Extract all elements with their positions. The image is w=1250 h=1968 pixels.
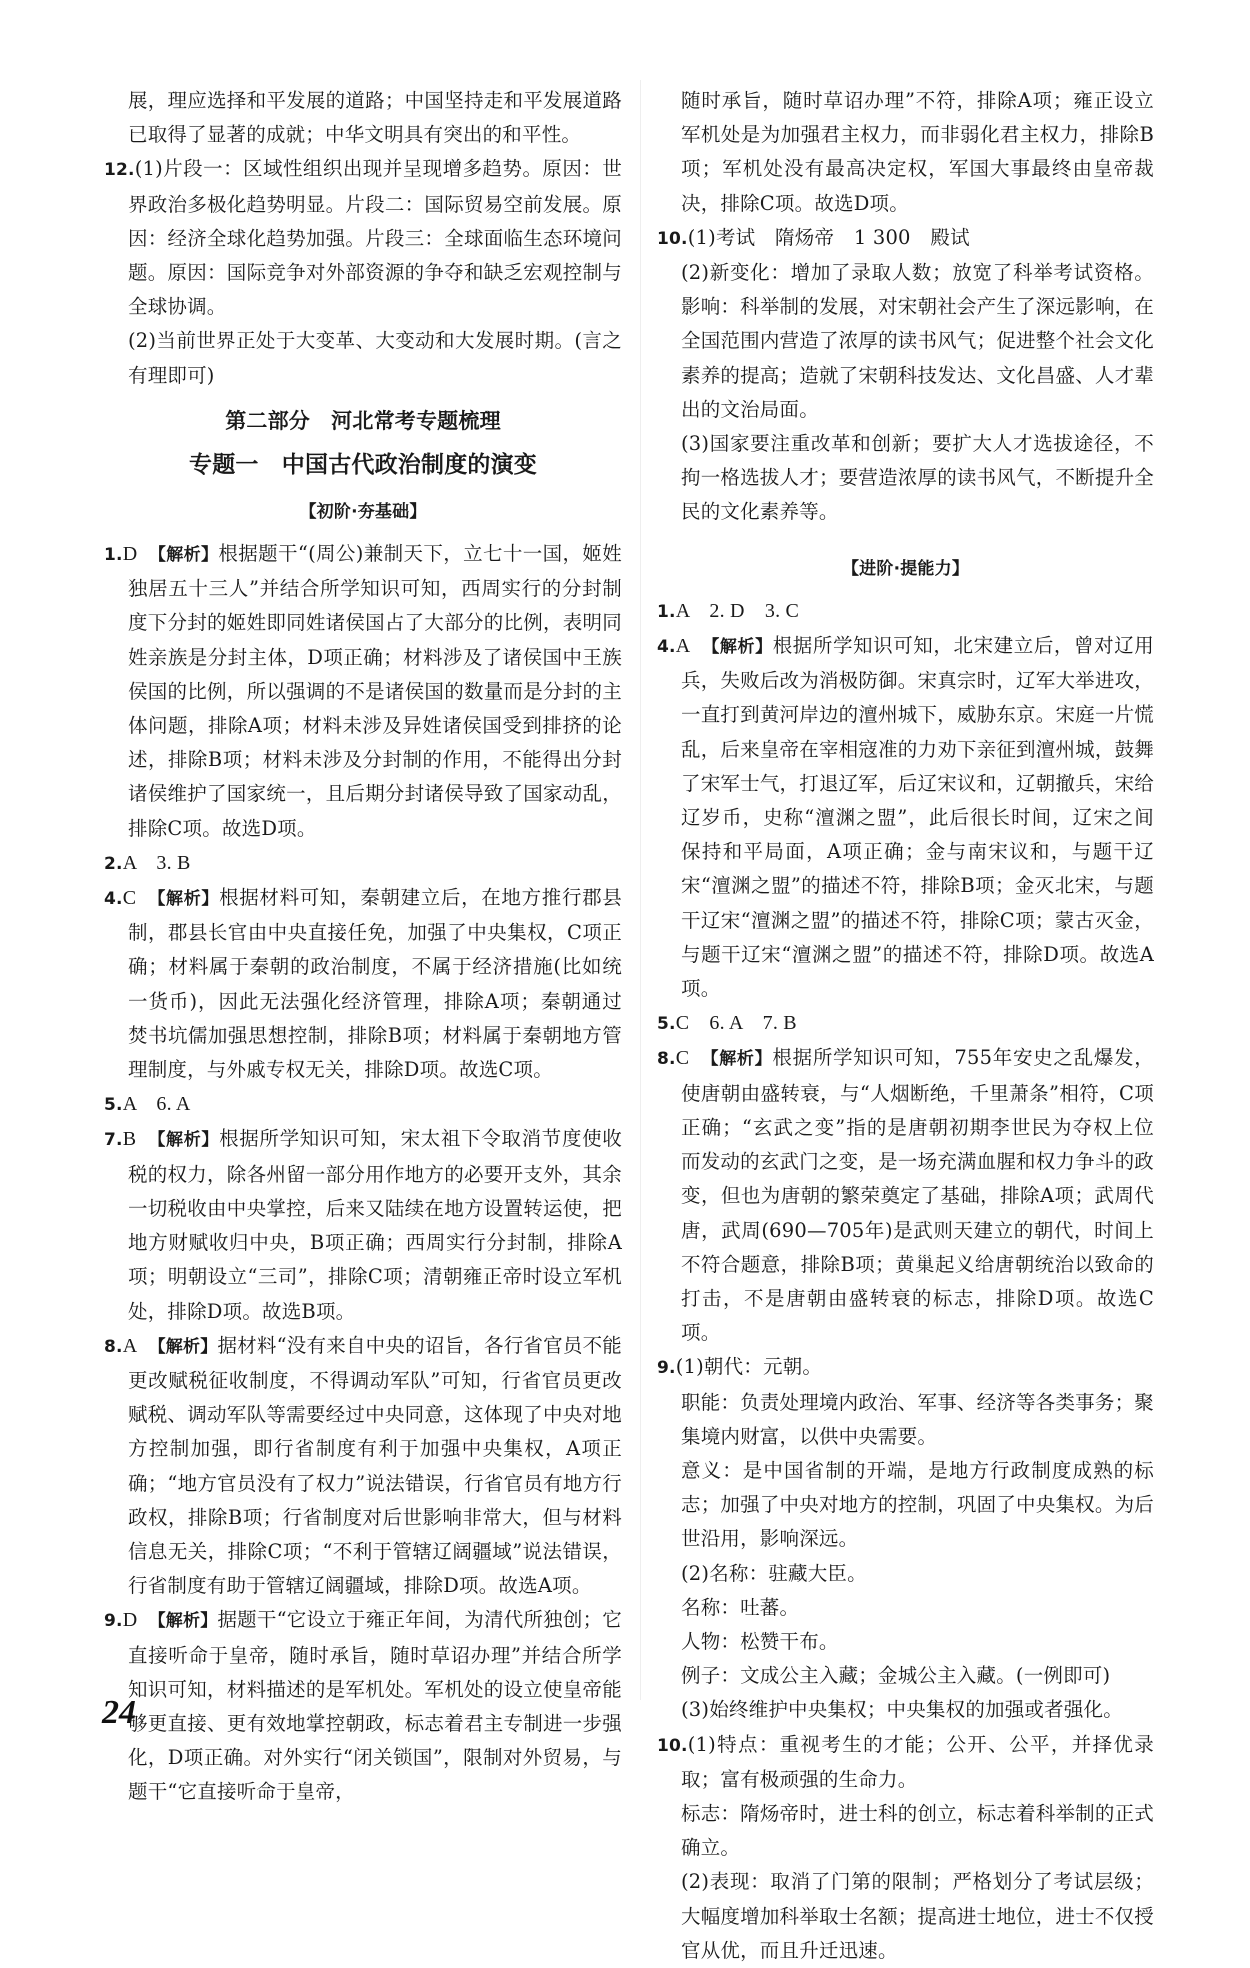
answer-choice: A 3. B <box>122 851 191 874</box>
answer-item <box>657 629 1154 1006</box>
answer-item <box>104 1329 622 1604</box>
analysis-text: 根据题干“(周公)兼制天下，立七十一国，姬姓独居五十三人”并结合所学知识可知，西周实行的分封制度下分封的姬姓即同姓诸侯国占了大部分的比例，表明同姓亲族是分封主体，D项正确；材料涉及了诸侯国中王族侯国的比例，所以强调的不是诸侯国的数量而是分封的主体问题，排除A项；材料未涉及异姓诸侯国受到排挤的论述，排除B项；材料未涉及分封制的作用，不能得出分封诸侯维护了国家统一，且后期分封诸侯导致了国家动乱，排除C项。故选D项。 <box>128 542 622 840</box>
question-number: 9. <box>104 1611 123 1632</box>
answer-choice: A <box>122 1334 138 1357</box>
analysis-tag: 【解析】 <box>157 1336 218 1357</box>
question-number: 9. <box>657 1358 676 1379</box>
answer-text: 名称：吐蕃。 <box>681 1595 800 1619</box>
answer-text: (1)考试 隋炀帝 1 300 殿试 <box>687 225 970 249</box>
answer-text: 职能：负责处理境内政治、军事、经济等各类事务；聚集境内财富，以供中央需要。 <box>681 1390 1154 1448</box>
analysis-text: 根据材料可知，秦朝建立后，在地方推行郡县制，郡县长官由中央直接任免，加强了中央集权，C项正确；材料属于秦朝的政治制度，不属于经济措施(比如统一货币)，因此无法强化经济管理，排除A项；秦朝通过焚书坑儒加强思想控制，排除B项；材料属于秦朝地方管理制度，与外戚专权无关，排除D项。故选C项。 <box>128 886 622 1082</box>
answer-text: (2)名称：驻藏大臣。 <box>681 1561 867 1585</box>
question-number: 1. <box>657 601 676 622</box>
answer-item <box>657 1006 1154 1041</box>
left-column <box>104 84 622 1810</box>
answer-choice: A 2. D 3. C <box>675 599 800 622</box>
page-number: 24 <box>102 1694 136 1731</box>
answer-choice: B <box>122 1128 137 1151</box>
answer-choice: C <box>675 1047 690 1070</box>
analysis-text: 据材料“没有来自中央的诏旨，各行省官员不能更改赋税征收制度，不得调动军队”可知，行省官员更改赋税、调动军队等需要经过中央同意，这体现了中央对地方控制加强，即行省制度有利于加强中央集权，A项正确；“地方官员没有了权力”说法错误，行省官员有地方行政权，排除B项；行省制度对后世影响非常大，但与材料信息无关，排除C项；“不利于管辖辽阔疆域”说法错误，行省制度有助于管辖辽阔疆域，排除D项。故选A项。 <box>128 1333 622 1598</box>
question-10-b <box>657 1728 1154 1797</box>
answer-item <box>104 537 622 846</box>
answer-choice: A <box>675 635 691 658</box>
answer-item <box>104 1603 622 1809</box>
answer-text: (2)新变化：增加了录取人数；放宽了科举考试资格。影响：科举制的发展，对宋朝社会产生了深远影响，在全国范围内营造了浓厚的读书风气；促进整个社会文化素养的提高；造就了宋朝科技发达、文化昌盛、人才辈出的文治局面。 <box>681 261 1154 421</box>
topic-title: 专题一 中国古代政治制度的演变 <box>189 451 537 478</box>
analysis-tag: 【解析】 <box>710 637 773 658</box>
analysis-tag: 【解析】 <box>709 1049 773 1070</box>
answer-text: (3)国家要注重改革和创新；要扩大人才选拔途径，不拘一格选拔人才；要营造浓厚的读书风气，不断提升全民的文化素养等。 <box>681 432 1154 524</box>
answer-item <box>657 1041 1154 1350</box>
question-number: 4. <box>657 637 676 658</box>
answer-choice: D <box>122 543 138 566</box>
analysis-text: 根据所学知识可知，北宋建立后，曾对辽用兵，失败后改为消极防御。宋真宗时，辽军大举进攻，一直打到黄河岸边的澶州城下，威胁东京。宋庭一片慌乱，后来皇帝在宰相寇准的力劝下亲征到澶州城，鼓舞了宋军士气，打退辽军，后辽宋议和，辽朝撤兵，宋给辽岁币，史称“澶渊之盟”，此后很长时间，辽宋之间保持和平局面，A项正确；金与南宋议和，与题干辽宋“澶渊之盟”的描述不符，排除B项；金灭北宋，与题干辽宋“澶渊之盟”的描述不符，排除C项；蒙古灭金，与题干辽宋“澶渊之盟”的描述不符，排除D项。故选A项。 <box>681 634 1154 1001</box>
level-heading: 【初阶·夯基础】 <box>299 501 427 522</box>
analysis-tag: 【解析】 <box>156 889 220 910</box>
answer-text: (2)当前世界正处于大变革、大变动和大发展时期。(言之有理即可) <box>128 329 622 387</box>
answer-item <box>104 1087 622 1122</box>
question-number: 10. <box>657 1735 688 1756</box>
answer-text: (1)朝代：元朝。 <box>675 1355 823 1379</box>
question-number: 4. <box>104 889 123 910</box>
analysis-tag: 【解析】 <box>157 1611 218 1632</box>
answer-text: (3)始终维护中央集权；中央集权的加强或者强化。 <box>681 1698 1123 1722</box>
question-number: 5. <box>657 1014 676 1035</box>
answer-item <box>104 1122 622 1328</box>
answer-text: 人物：松赞干布。 <box>681 1629 839 1653</box>
continued-text: 展，理应选择和平发展的道路；中国坚持走和平发展道路已取得了显著的成就；中华文明具有突出的和平性。 <box>128 89 622 147</box>
column-divider <box>640 80 641 1700</box>
analysis-tag: 【解析】 <box>156 1130 220 1151</box>
answer-item <box>104 881 622 1087</box>
analysis-text: 根据所学知识可知，宋太祖下令取消节度使收税的权力，除各州留一部分用作地方的必要开支外，其余一切税收由中央掌控，后来又陆续在地方设置转运使，把地方财赋收归中央，B项正确；西周实行分封制，排除A项；明朝设立“三司”，排除C项；清朝雍正帝时设立军机处，排除D项。故选B项。 <box>128 1127 622 1323</box>
level-heading: 【进阶·提能力】 <box>841 558 970 579</box>
answer-text: 例子：文成公主入藏；金城公主入藏。(一例即可) <box>681 1664 1111 1688</box>
answer-choice: C 6. A 7. B <box>675 1012 797 1035</box>
question-12 <box>104 152 622 324</box>
answer-text: 意义：是中国省制的开端，是地方行政制度成熟的标志；加强了中央对地方的控制，巩固了中央集权。为后世沿用，影响深远。 <box>681 1458 1154 1551</box>
analysis-tag: 【解析】 <box>157 545 219 566</box>
right-column <box>657 84 1154 1968</box>
question-9 <box>657 1350 1154 1385</box>
question-number: 7. <box>104 1130 123 1151</box>
question-number: 5. <box>104 1095 123 1116</box>
answer-text: (2)表现：取消了门第的限制；严格划分了考试层级；大幅度增加科举取士名额；提高进士地位，进士不仅授官从优，而且升迁迅速。 <box>681 1870 1154 1962</box>
continued-text: 随时承旨，随时草诏办理”不符，排除A项；雍正设立军机处是为加强君主权力，而非弱化君主权力，排除B项；军机处没有最高决定权，军国大事最终由皇帝裁决，排除C项。故选D项。 <box>681 89 1154 215</box>
question-number: 12. <box>104 160 135 181</box>
question-number: 1. <box>104 545 123 566</box>
answer-choice: C <box>122 887 137 910</box>
answer-item <box>104 846 622 881</box>
answer-text: (1)片段一：区域性组织出现并呈现增多趋势。原因：世界政治多极化趋势明显。片段二：国际贸易空前发展。原因：经济全球化趋势加强。片段三：全球面临生态环境问题。原因：国际竞争对外部资源的争夺和缺乏宏观控制与全球协调。 <box>128 157 622 319</box>
answer-item <box>657 594 1154 629</box>
question-number: 2. <box>104 853 123 874</box>
analysis-text: 根据所学知识可知，755年安史之乱爆发，使唐朝由盛转衰，与“人烟断绝，千里萧条”相符，C项正确；“玄武之变”指的是唐朝初期李世民为夺权上位而发动的玄武门之变，是一场充满血腥和权力争斗的政变，但也为唐朝的繁荣奠定了基础，排除A项；武周代唐，武周(690—705年)是武则天建立的朝代，时间上不符合题意，排除B项；黄巢起义给唐朝统治以致命的打击，不是唐朝由盛转衰的标志，排除D项。故选C项。 <box>681 1046 1154 1345</box>
question-number: 8. <box>104 1336 123 1357</box>
part-title: 第二部分 河北常考专题梳理 <box>225 408 501 433</box>
answer-choice: D <box>122 1609 138 1632</box>
question-number: 10. <box>657 228 688 249</box>
analysis-text: 据题干“它设立于雍正年间，为清代所独创；它直接听命于皇帝，随时承旨，随时草诏办理”并结合所学知识可知，材料描述的是军机处。军机处的设立使皇帝能够更直接、更有效地掌控朝政，标志着君主专制进一步强化，D项正确。对外实行“闭关锁国”，限制对外贸易，与题干“它直接听命于皇帝， <box>128 1608 622 1804</box>
question-10 <box>657 221 1154 256</box>
answer-text: 标志：隋炀帝时，进士科的创立，标志着科举制的正式确立。 <box>681 1801 1154 1860</box>
question-number: 8. <box>657 1049 676 1070</box>
answer-choice: A 6. A <box>122 1093 191 1116</box>
answer-text: (1)特点：重视考生的才能；公开、公平，并择优录取；富有极顽强的生命力。 <box>681 1732 1154 1791</box>
